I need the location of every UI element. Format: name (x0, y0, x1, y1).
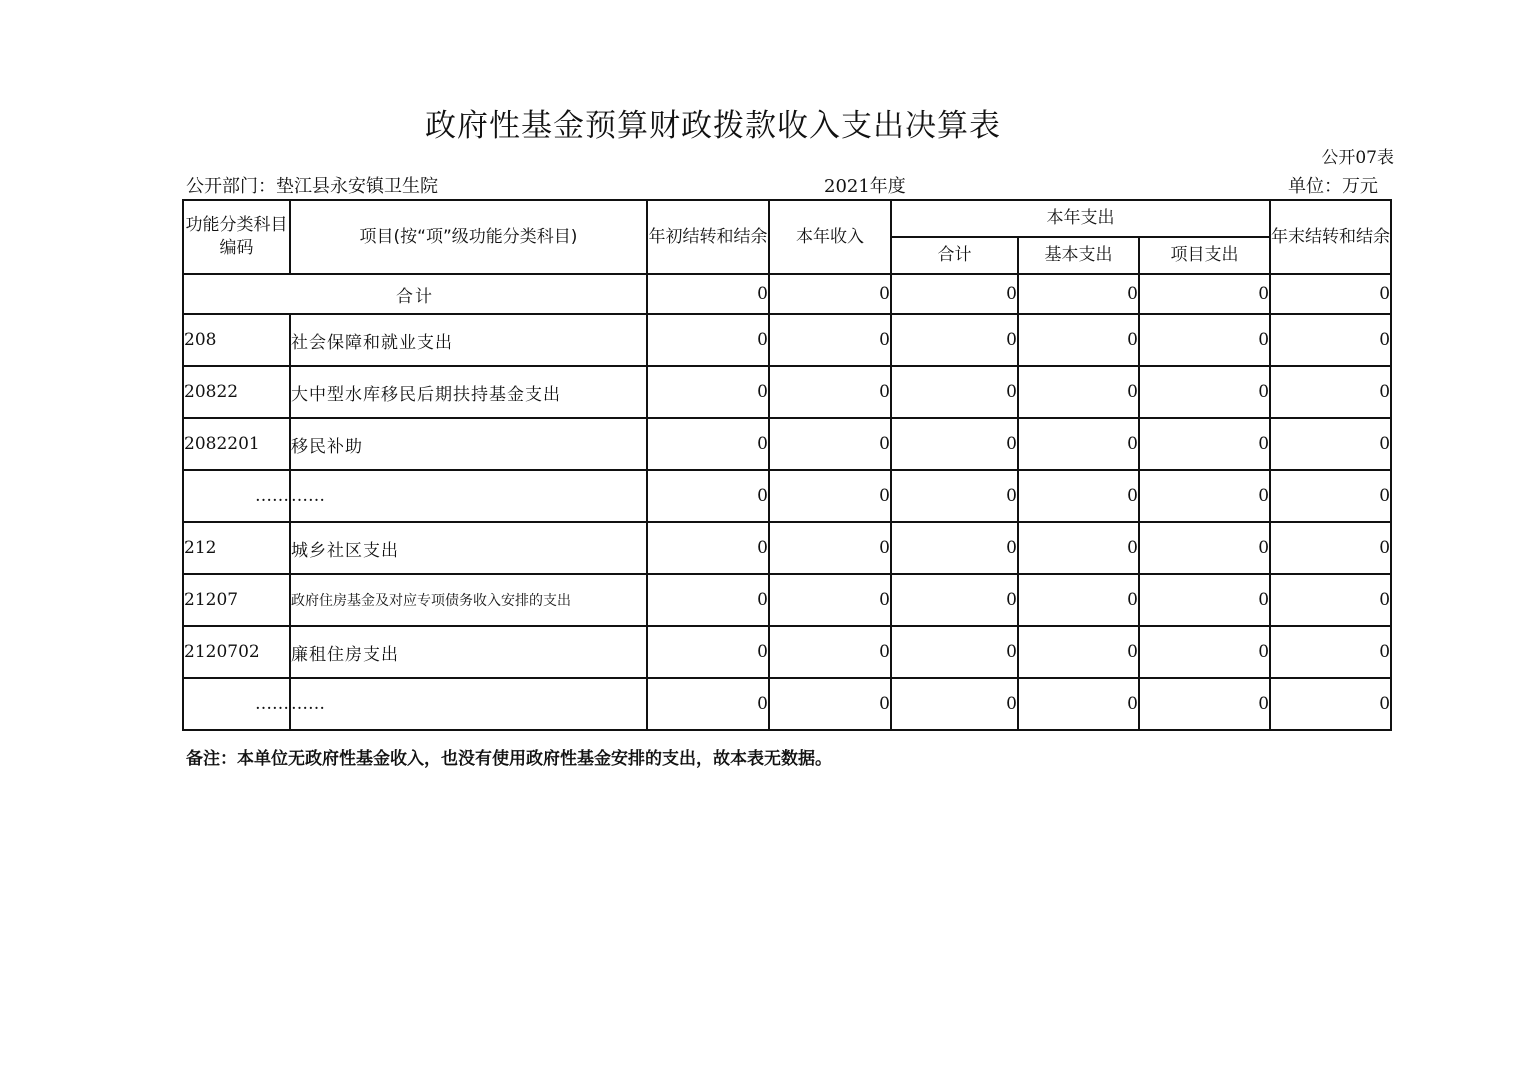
row-code: 2120702 (183, 626, 290, 678)
row-expense-project: 0 (1139, 314, 1270, 366)
row-code: …… (183, 470, 290, 522)
header-code: 功能分类科目编码 (183, 200, 290, 274)
row-expense-project: 0 (1139, 522, 1270, 574)
table-row (183, 678, 1391, 730)
row-expense-basic: 0 (1018, 574, 1139, 626)
row-name: 廉租住房支出 (290, 626, 647, 678)
header-opening: 年初结转和结余 (647, 200, 769, 274)
row-expense-project: 0 (1139, 678, 1270, 730)
total-opening: 0 (647, 274, 769, 314)
row-expense-basic: 0 (1018, 626, 1139, 678)
row-expense-total: 0 (891, 314, 1018, 366)
row-income: 0 (769, 366, 891, 418)
row-code: 208 (183, 314, 290, 366)
row-expense-project: 0 (1139, 626, 1270, 678)
row-opening: 0 (647, 418, 769, 470)
row-opening: 0 (647, 314, 769, 366)
total-row (183, 274, 1391, 314)
row-closing: 0 (1270, 678, 1391, 730)
table-row (183, 574, 1391, 626)
row-name: 政府住房基金及对应专项债务收入安排的支出 (290, 574, 647, 626)
row-opening: 0 (647, 574, 769, 626)
header-expense-project: 项目支出 (1139, 237, 1270, 274)
table-row (183, 314, 1391, 366)
department-label: 公开部门：垫江县永安镇卫生院 (186, 176, 438, 197)
page-title: 政府性基金预算财政拨款收入支出决算表 (425, 108, 1001, 144)
row-expense-project: 0 (1139, 366, 1270, 418)
row-expense-basic: 0 (1018, 314, 1139, 366)
total-income: 0 (769, 274, 891, 314)
row-opening: 0 (647, 522, 769, 574)
row-expense-project: 0 (1139, 418, 1270, 470)
row-code: 21207 (183, 574, 290, 626)
row-code: …… (183, 678, 290, 730)
header-expense-basic: 基本支出 (1018, 237, 1139, 274)
row-expense-total: 0 (891, 522, 1018, 574)
row-income: 0 (769, 678, 891, 730)
row-closing: 0 (1270, 314, 1391, 366)
total-expense-total: 0 (891, 274, 1018, 314)
row-opening: 0 (647, 678, 769, 730)
row-closing: 0 (1270, 418, 1391, 470)
total-label: 合计 (183, 274, 647, 314)
fiscal-year: 2021年度 (824, 176, 906, 197)
row-code: 2082201 (183, 418, 290, 470)
row-name: …… (290, 678, 647, 730)
row-income: 0 (769, 314, 891, 366)
row-expense-basic: 0 (1018, 418, 1139, 470)
table-row (183, 522, 1391, 574)
row-expense-total: 0 (891, 626, 1018, 678)
header-item: 项目(按“项”级功能分类科目) (290, 200, 647, 274)
row-closing: 0 (1270, 574, 1391, 626)
row-name: 大中型水库移民后期扶持基金支出 (290, 366, 647, 418)
table-row (183, 418, 1391, 470)
total-expense-project: 0 (1139, 274, 1270, 314)
row-expense-total: 0 (891, 470, 1018, 522)
table-row (183, 626, 1391, 678)
row-closing: 0 (1270, 470, 1391, 522)
row-opening: 0 (647, 366, 769, 418)
table-row (183, 366, 1391, 418)
row-expense-basic: 0 (1018, 470, 1139, 522)
unit-label: 单位：万元 (1288, 176, 1378, 197)
header-closing: 年末结转和结余 (1270, 200, 1391, 274)
row-name: 城乡社区支出 (290, 522, 647, 574)
row-closing: 0 (1270, 522, 1391, 574)
row-name: 社会保障和就业支出 (290, 314, 647, 366)
row-income: 0 (769, 470, 891, 522)
row-opening: 0 (647, 626, 769, 678)
footnote: 备注：本单位无政府性基金收入，也没有使用政府性基金安排的支出，故本表无数据。 (186, 749, 832, 769)
row-income: 0 (769, 418, 891, 470)
row-expense-basic: 0 (1018, 522, 1139, 574)
row-expense-total: 0 (891, 678, 1018, 730)
row-income: 0 (769, 574, 891, 626)
row-expense-total: 0 (891, 366, 1018, 418)
row-name: 移民补助 (290, 418, 647, 470)
row-expense-project: 0 (1139, 574, 1270, 626)
header-expense-total: 合计 (891, 237, 1018, 274)
row-code: 20822 (183, 366, 290, 418)
row-income: 0 (769, 626, 891, 678)
row-expense-total: 0 (891, 574, 1018, 626)
row-expense-total: 0 (891, 418, 1018, 470)
row-expense-basic: 0 (1018, 366, 1139, 418)
row-expense-basic: 0 (1018, 678, 1139, 730)
form-number: 公开07表 (1321, 148, 1394, 168)
total-closing: 0 (1270, 274, 1391, 314)
row-code: 212 (183, 522, 290, 574)
budget-table (182, 199, 1392, 731)
row-income: 0 (769, 522, 891, 574)
row-name: …… (290, 470, 647, 522)
row-closing: 0 (1270, 626, 1391, 678)
header-income: 本年收入 (769, 200, 891, 274)
row-expense-project: 0 (1139, 470, 1270, 522)
row-opening: 0 (647, 470, 769, 522)
header-expense-group: 本年支出 (891, 200, 1270, 237)
total-expense-basic: 0 (1018, 274, 1139, 314)
row-closing: 0 (1270, 366, 1391, 418)
table-row (183, 470, 1391, 522)
